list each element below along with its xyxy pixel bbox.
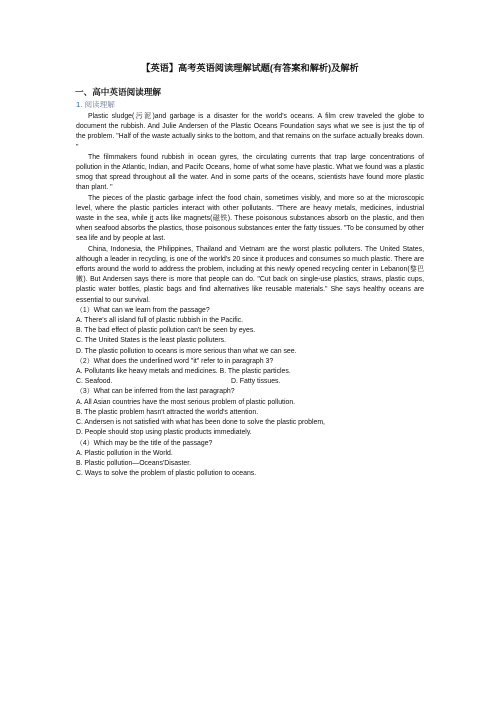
question-stem: （2）What does the underlined word "it" refer to in paragraph 3? [76, 357, 274, 365]
option-c: C. Andersen is not satisfied with what has been done to solve the plastic problem, [76, 419, 325, 427]
passage-paragraph-2: The filmmakers found rubbish in ocean gyres, the circulating currents that trap large concentrations of pollution in the Atlantic, Indian, and Pacifc Oceans, home of what some have plastic. What we found was a plastic smog that spread throughout all the water. And in some parts of the oceans, scientists have found more plastic than plant. " [76, 153, 424, 192]
question-stem: （1）What can we learn from the passage? [76, 306, 210, 314]
option-d: D. People should stop using plastic products immediately. [76, 429, 252, 437]
option-a: A. All Asian countries have the most serious problem of plastic pollution. [76, 398, 296, 406]
question-2 [76, 357, 424, 388]
question-4 [76, 439, 424, 480]
option-d: D. The plastic pollution to oceans is more serious than what we can see. [76, 347, 297, 355]
question-3 [76, 387, 424, 438]
document-title: 【英语】高考英语阅读理解试题(有答案和解析)及解析 [141, 63, 359, 73]
question-1 [76, 306, 424, 357]
sub-heading [76, 100, 424, 110]
option-row-c-d [76, 377, 424, 387]
sub-label: 阅读理解 [84, 100, 115, 109]
option-b: B. Plastic pollution—Oceans'Disaster. [76, 459, 192, 467]
passage-paragraph-1: Plastic sludge(污泥)and garbage is a disaster for the world's oceans. A film crew traveled the globe to document the rubbish. And Julie Andersen of the Plastic Oceans Foundation says what we see is just the tip of the problem. "Half of the waste actually sinks to the bottom, and that remains on the surface actually breaks down. " [76, 113, 424, 151]
option-c: C. Seafood. [76, 378, 113, 386]
passage-paragraph-4: China, Indonesia, the Philippines, Thailand and Vietnam are the worst plastic polluters. The United States, although a leader in recycling, is one of the world's 20 since it produces and consumes so much plastic. There are efforts around the world to address the problem, including at this newly opened recycling center in Lebanon(黎巴嫩). But Andersen says there is more that people can do. "Cut back on single-use plastics, straws, plastic cups, plastic water bottles, plastic bags and find alternatives like reusable materials." She says healthy oceans are essential to our survival. [76, 245, 424, 304]
underlined-word: it [149, 215, 154, 223]
option-c: C. Ways to solve the problem of plastic pollution to oceans. [76, 470, 257, 478]
section-heading: 一、高中英语阅读理解 [75, 87, 161, 97]
option-b: B. The bad effect of plastic pollution can't be seen by eyes. [76, 327, 256, 335]
option-a: A. Plastic pollution in the World. [76, 449, 173, 457]
question-stem: （4）Which may be the title of the passage? [76, 439, 213, 447]
question-stem: （3）What can be inferred from the last paragraph? [76, 388, 235, 396]
paragraph-3-text-after: acts like magnets(磁铁). These poisonous substances absorb on the plastic, and then when seafood absorbs the plastics, those poisonous substances enter the fatty tissues. "To be consumed by other sea life and by people at last. [76, 215, 424, 243]
paragraph-3-text-before: The pieces of the plastic garbage infect the food chain, sometimes visibly, and more so at the microscopic level, where the plastic particles interact with other pollutants. "There are heavy metals, medicines, industrial waste in the sea, while [76, 194, 424, 223]
option-c: C. The United States is the least plastic polluters. [76, 337, 227, 345]
sub-number: 1. [76, 100, 83, 109]
option-d: D. Fatty tissues. [231, 378, 281, 386]
passage-paragraph-3 [76, 194, 424, 245]
option-a-b: A. Pollutants like heavy metals and medicines. B. The plastic particles. [76, 368, 291, 376]
option-a: A. There's all island full of plastic rubbish in the Pacific. [76, 317, 244, 325]
option-b: B. The plastic problem hasn't attracted the world's attention. [76, 408, 259, 416]
